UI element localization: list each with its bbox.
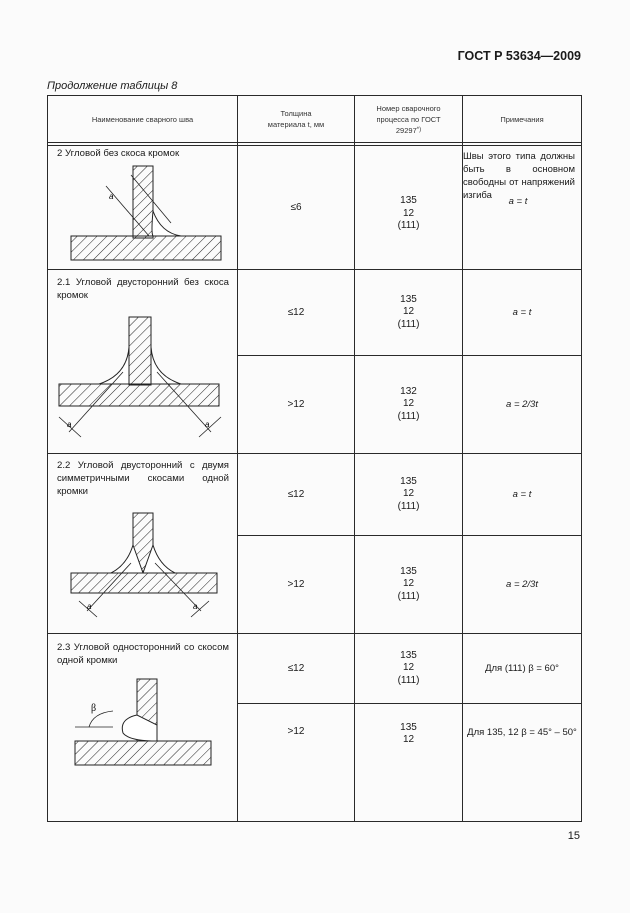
row-name: 2.3 Угловой односторонний со скосом одной кромки: [57, 642, 229, 666]
note-value: a = 2/3t: [506, 579, 538, 590]
dimension-label-a: a: [109, 192, 114, 201]
note-value: a = t: [512, 307, 532, 318]
process-line: 135: [400, 721, 417, 733]
table-border-right: [581, 95, 582, 822]
process-line: (111): [397, 500, 420, 512]
footnote-mark: *): [416, 126, 422, 133]
thickness-value: ≤12: [287, 488, 305, 500]
process-value: [355, 454, 462, 535]
process-line: 12: [402, 734, 415, 745]
thickness-value: >12: [287, 578, 305, 590]
thickness-value: ≤12: [287, 662, 305, 674]
weld-table: [47, 95, 582, 822]
process-line: 12: [402, 662, 415, 674]
weld-sketch-fillet-double: [59, 317, 231, 447]
process-line: 135: [400, 565, 417, 577]
row-name: 2 Угловой без скоса кромок: [57, 148, 180, 159]
dimension-label-a: a: [67, 420, 72, 429]
note-value: Для 135, 12 β = 45° – 50°: [467, 726, 577, 738]
process-line: 135: [400, 195, 417, 207]
process-line: 135: [400, 649, 417, 661]
table-border-left: [47, 95, 48, 822]
row-name: 2.2 Угловой двусторонний с двумя симметричными скосами одной кромки: [57, 460, 229, 497]
weld-sketch-fillet-single: [61, 163, 231, 267]
process-line: 12: [402, 488, 415, 500]
process-line: 12: [402, 306, 415, 318]
thickness-value: >12: [287, 726, 305, 737]
header-process-label: Номер сварочного процесса по ГОСТ 29297: [376, 103, 441, 135]
note-value: Швы этого типа должны быть в основном свободны от напряжений изгиба: [463, 151, 575, 201]
process-value: [355, 704, 462, 764]
note-value: Для (111) β = 60°: [485, 663, 559, 674]
header-process: [355, 96, 462, 142]
process-line: 12: [402, 207, 415, 219]
process-value: [355, 536, 462, 633]
process-value: [355, 146, 462, 282]
page-number: 15: [567, 830, 580, 842]
table-caption: Продолжение таблицы 8: [47, 80, 178, 92]
row-name: 2.1 Угловой двусторонний без скоса кромок: [57, 277, 229, 301]
process-value: [355, 634, 462, 703]
process-value: [355, 356, 462, 453]
table-border-bottom: [47, 821, 582, 822]
angle-label-beta: β: [91, 703, 97, 714]
weld-sketch-double-bevel: [71, 511, 223, 627]
process-line: (111): [397, 410, 420, 422]
process-line: 135: [400, 293, 417, 305]
thickness-value: ≤6: [290, 201, 302, 213]
weld-sketch-single-bevel: [75, 675, 215, 770]
dimension-label-a: a: [87, 602, 92, 611]
process-line: (111): [397, 590, 420, 602]
thickness-value: >12: [287, 398, 305, 410]
process-value: [355, 270, 462, 355]
header-name: Наименование сварного шва: [91, 114, 194, 124]
header-rule: [47, 142, 582, 143]
process-line: (111): [397, 318, 420, 330]
header-thickness: Толщина материала t, мм: [267, 109, 325, 129]
process-line: 135: [400, 475, 417, 487]
note-value: a = t: [512, 489, 532, 500]
process-line: 12: [402, 578, 415, 590]
note-value: a = 2/3t: [506, 399, 538, 410]
header-notes: Примечания: [500, 114, 544, 124]
process-line: 132: [400, 385, 417, 397]
dimension-label-a: a: [205, 420, 210, 429]
note-formula: a = t: [508, 195, 528, 207]
standard-number: ГОСТ Р 53634—2009: [457, 49, 581, 63]
process-line: (111): [397, 220, 420, 232]
thickness-value: ≤12: [287, 306, 305, 318]
process-line: (111): [397, 674, 420, 686]
dimension-label-a: a: [193, 602, 198, 611]
process-line: 12: [402, 398, 415, 410]
